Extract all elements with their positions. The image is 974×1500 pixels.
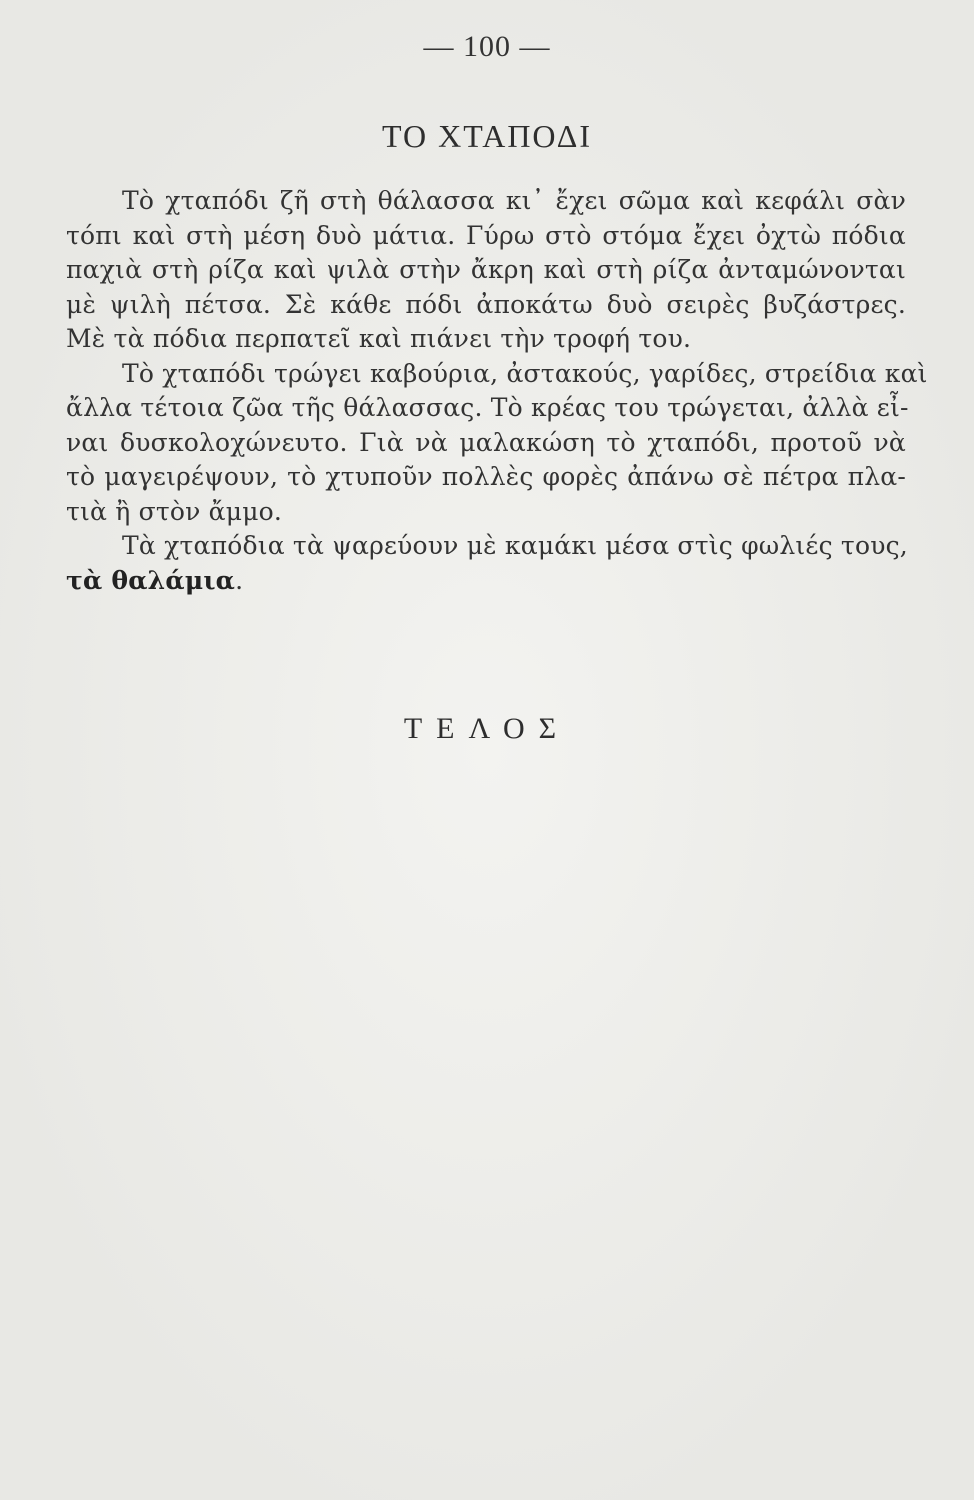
paragraph-1-line-2: τόπι καὶ στὴ μέση δυὸ μάτια. Γύρω στὸ στόμα ἔχει ὀχτὼ πόδια [66, 220, 906, 250]
paragraph-3-line-1: Τὰ χταπόδια τὰ ψαρεύουν μὲ καμάκι μέσα στὶς φωλιές τους, [122, 531, 908, 560]
page-number: — 100 — [423, 30, 551, 63]
paragraph-2-line-5: τιὰ ἢ στὸν ἄμμο. [66, 496, 283, 526]
paragraph-2-line-1: Τὸ χταπόδι τρώγει καβούρια, ἀστακούς, γαρίδες, στρείδια καὶ [122, 358, 928, 388]
paragraph-2-line-2: ἄλλα τέτοια ζῶα τῆς θάλασσας. Τὸ κρέας του τρώγεται, ἀλλὰ εἶ- [66, 393, 909, 422]
end-marker: ΤΕΛΟΣ [403, 712, 571, 745]
body-text [66, 184, 928, 598]
paragraph-2-line-4: τὸ μαγειρέψουν, τὸ χτυποῦν πολλὲς φορὲς ἀπάνω σὲ πέτρα πλα- [66, 462, 906, 491]
chapter-title: ΤΟ ΧΤΑΠΟΔΙ [382, 118, 592, 154]
paragraph-3-line-2 [66, 564, 906, 599]
emphasized-term: τὰ θαλάμια [66, 565, 236, 595]
paragraph-2-line-3: ναι δυσκολοχώνευτο. Γιὰ νὰ μαλακώση τὸ χταπόδι, προτοῦ νὰ [66, 427, 906, 457]
sentence-end: . [235, 565, 244, 595]
paragraph-1-line-5: Μὲ τὰ πόδια περπατεῖ καὶ πιάνει τὴν τροφή του. [66, 324, 692, 353]
paragraph-1-line-3: παχιὰ στὴ ρίζα καὶ ψιλὰ στὴν ἄκρη καὶ στὴ ρίζα ἀνταμώνονται [66, 255, 906, 284]
paragraph-1-line-1: Τὸ χταπόδι ζῆ στὴ θάλασσα κι᾿ ἔχει σῶμα καὶ κεφάλι σὰν [122, 186, 906, 215]
paragraph-1-line-4: μὲ ψιλὴ πέτσα. Σὲ κάθε πόδι ἀποκάτω δυὸ σειρὲς βυζάστρες. [66, 289, 906, 319]
